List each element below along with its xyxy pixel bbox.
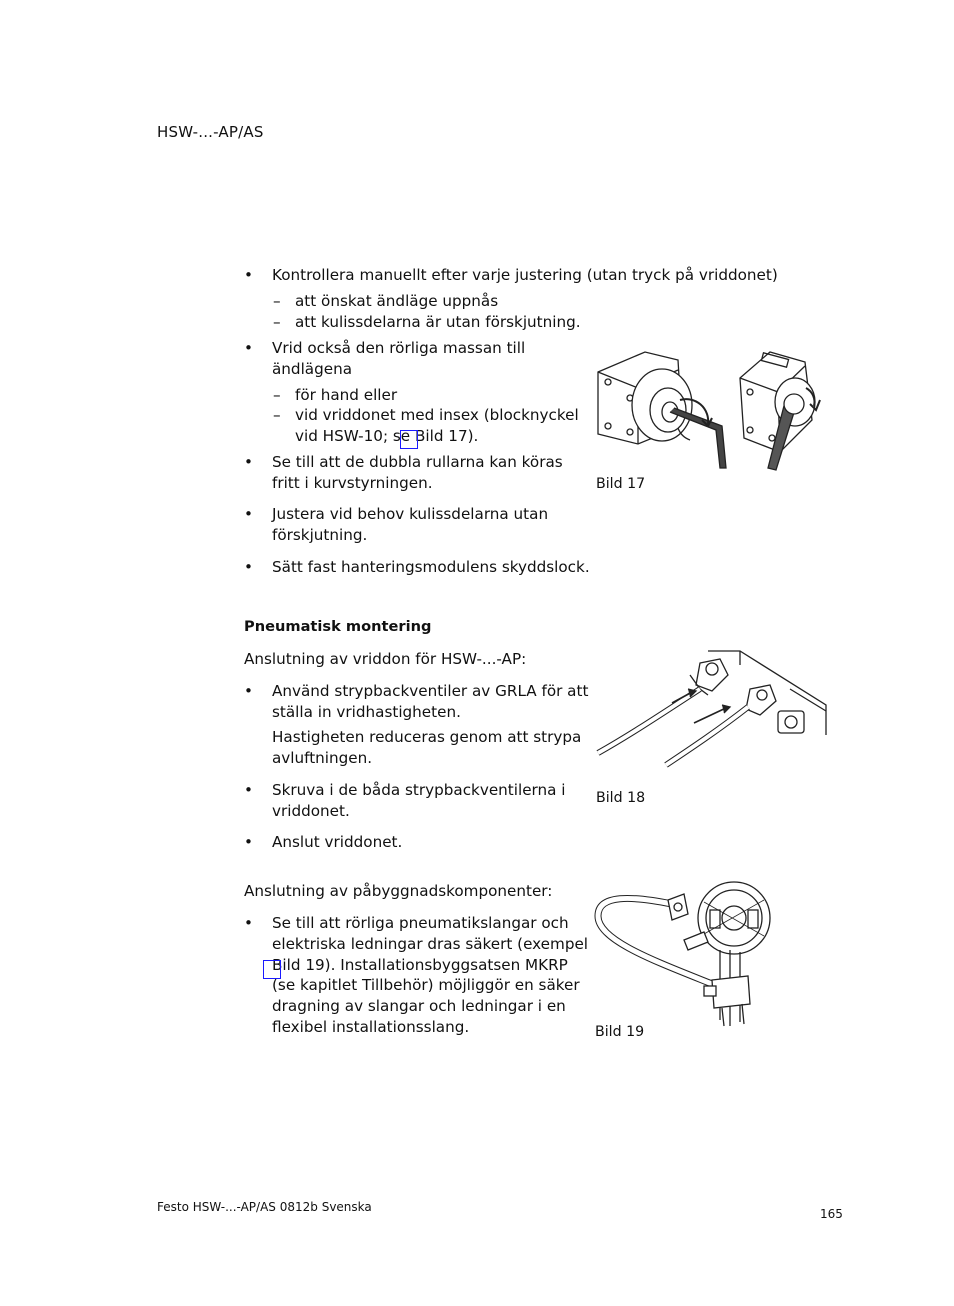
dash-text-line: vid HSW-10; se Bild 17). bbox=[295, 426, 479, 445]
note-text-line: avluftningen. bbox=[272, 748, 373, 767]
bullet-text-line: fritt i kurvstyrningen. bbox=[272, 473, 433, 492]
bullet-text-line: elektriska ledningar dras säkert (exempel bbox=[272, 934, 589, 953]
list-item bbox=[244, 265, 792, 286]
cross-reference-link-bild17[interactable] bbox=[400, 430, 418, 449]
bullet-icon: • bbox=[244, 558, 253, 576]
list-item bbox=[244, 913, 592, 1038]
list-item bbox=[273, 291, 499, 312]
bullet-text: Kontrollera manuellt efter varje justering (utan tryck på vriddonet) bbox=[272, 266, 778, 284]
dash-icon: – bbox=[273, 406, 281, 424]
list-item bbox=[244, 338, 612, 380]
list-item bbox=[273, 405, 585, 447]
dash-text: att kulissdelarna är utan förskjutning. bbox=[295, 313, 581, 331]
note-paragraph bbox=[272, 727, 581, 769]
list-item bbox=[244, 557, 612, 578]
bullet-text-line: ställa in vridhastigheten. bbox=[272, 702, 461, 721]
bullet-text-line: Använd strypbackventiler av GRLA för att bbox=[272, 682, 589, 700]
bullet-text: Sätt fast hanteringsmodulens skyddslock. bbox=[272, 558, 590, 576]
bullet-text-line: Bild 19). Installationsbyggsatsen MKRP bbox=[272, 955, 568, 974]
dash-icon: – bbox=[273, 292, 281, 310]
bullet-text-line: förskjutning. bbox=[272, 525, 368, 544]
cross-reference-link-bild19[interactable] bbox=[263, 960, 281, 979]
figure-caption: Bild 19 bbox=[595, 1024, 645, 1040]
dash-text: att önskat ändläge uppnås bbox=[295, 292, 499, 310]
bullet-text-line: flexibel installationsslang. bbox=[272, 1017, 470, 1036]
figure-caption: Bild 17 bbox=[596, 476, 646, 492]
bullet-icon: • bbox=[244, 453, 253, 471]
bullet-icon: • bbox=[244, 505, 253, 523]
list-item bbox=[244, 504, 612, 546]
bullet-icon: • bbox=[244, 682, 253, 700]
bullet-icon: • bbox=[244, 914, 253, 932]
note-text-line: Hastigheten reduceras genom att strypa bbox=[272, 728, 582, 746]
list-item bbox=[244, 681, 612, 723]
dash-icon: – bbox=[273, 386, 281, 404]
list-item bbox=[244, 832, 612, 853]
bullet-icon: • bbox=[244, 781, 253, 799]
bullet-text-line: Vrid också den rörliga massan till bbox=[272, 339, 526, 357]
bullet-text-line: vriddonet. bbox=[272, 801, 350, 820]
bullet-text-line: dragning av slangar och ledningar i en bbox=[272, 997, 566, 1016]
figure-18-throttle-valves-illustration bbox=[590, 645, 830, 775]
list-item bbox=[273, 312, 581, 333]
bullet-icon: • bbox=[244, 833, 253, 851]
bullet-text-line: Se till att de dubbla rullarna kan köras bbox=[272, 453, 563, 471]
section-heading: Pneumatisk montering bbox=[244, 618, 432, 635]
page-number: 165 bbox=[820, 1207, 843, 1221]
bullet-icon: • bbox=[244, 266, 253, 284]
list-item bbox=[244, 780, 612, 822]
figure-17-rotary-actuator-illustration bbox=[590, 340, 830, 475]
dash-text-line: vid vriddonet med insex (blocknyckel bbox=[295, 406, 579, 424]
footer-document-info: Festo HSW-...-AP/AS 0812b Svenska bbox=[157, 1200, 372, 1214]
list-item bbox=[244, 452, 612, 494]
bullet-icon: • bbox=[244, 339, 253, 357]
figure-19-installation-hose-illustration bbox=[592, 880, 792, 1035]
dash-icon: – bbox=[273, 313, 281, 331]
figure-caption: Bild 18 bbox=[596, 790, 646, 806]
list-item bbox=[273, 385, 398, 406]
document-header: HSW-...-AP/AS bbox=[157, 123, 264, 141]
bullet-text: Anslut vriddonet. bbox=[272, 833, 403, 851]
section-intro: Anslutning av påbyggnadskomponenter: bbox=[244, 882, 553, 900]
bullet-text-line: Se till att rörliga pneumatikslangar och bbox=[272, 914, 569, 932]
bullet-text-line: Justera vid behov kulissdelarna utan bbox=[272, 505, 549, 523]
dash-text: för hand eller bbox=[295, 386, 398, 404]
section-intro: Anslutning av vriddon för HSW-...-AP: bbox=[244, 650, 527, 668]
bullet-text-line: (se kapitlet Tillbehör) möjliggör en säker bbox=[272, 976, 580, 995]
bullet-text-line: Skruva i de båda strypbackventilerna i bbox=[272, 781, 566, 799]
bullet-text-line: ändlägena bbox=[272, 359, 353, 378]
